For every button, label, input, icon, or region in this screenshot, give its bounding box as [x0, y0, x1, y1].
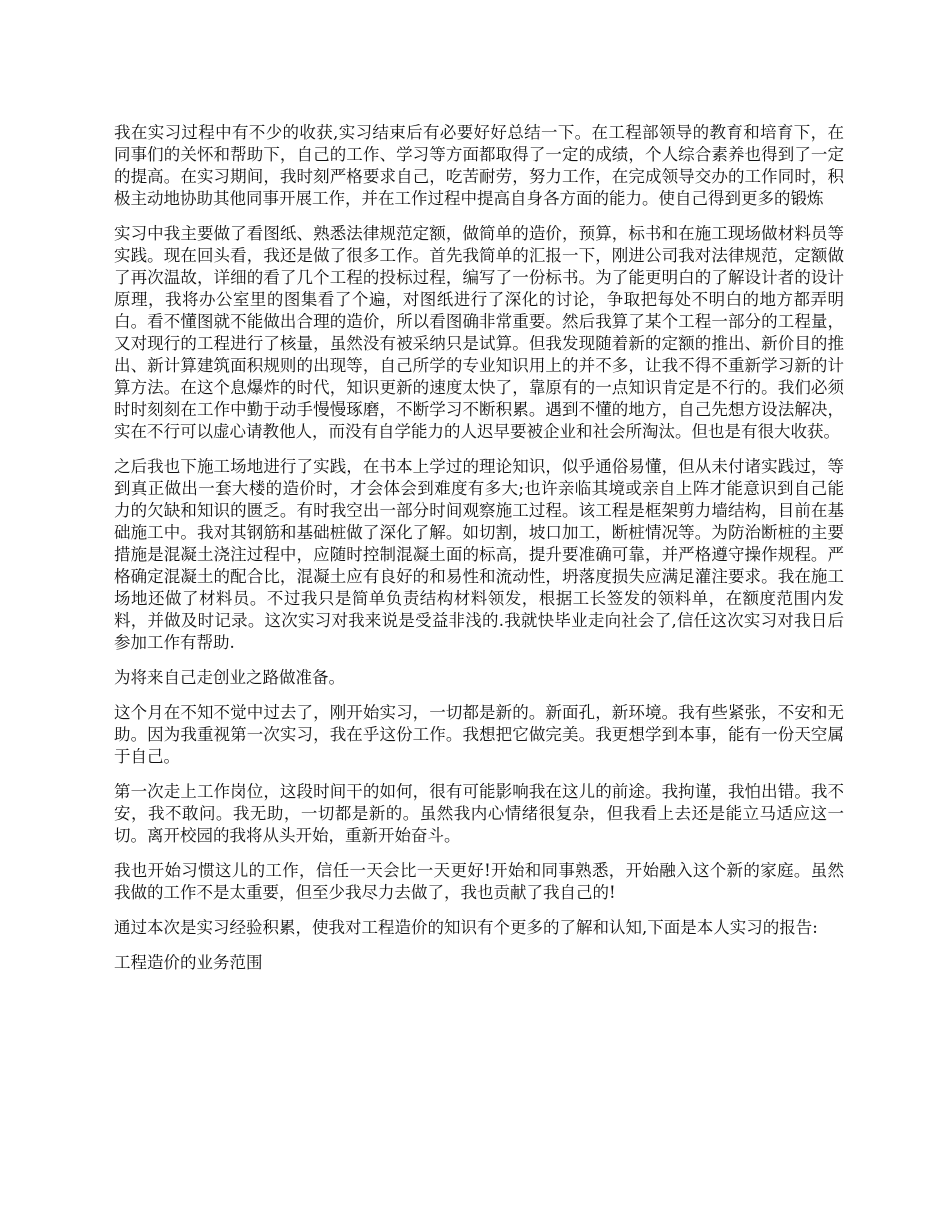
paragraph-2: 实习中我主要做了看图纸、熟悉法律规范定额，做简单的造价，预算，标书和在施工现场做材料员等实践。现在回头看，我还是做了很多工作。首先我简单的汇报一下，刚进公司我对法律规范，定额做了再次温故，详细的看了几个工程的投标过程，编写了一份标书。为了能更明白的了解设计者的设计原理，我将办公室里的图集看了个遍，对图纸进行了深化的讨论，争取把每处不明白的地方都弄明白。看不懂图就不能做出合理的造价，所以看图确非常重要。然后我算了某个工程一部分的工程量，又对现行的工程进行了核量，虽然没有被采纳只是试算。但我发现随着新的定额的推出、新价目的推出、新计算建筑面积规则的出现等，自己所学的专业知识用上的并不多，让我不得不重新学习新的计算方法。在这个息爆炸的时代，知识更新的速度太快了，靠原有的一点知识肯定是不行的。我们必须时时刻刻在工作中勤于动手慢慢琢磨，不断学习不断积累。遇到不懂的地方，自己先想方设法解决，实在不行可以虚心请教他人，而没有自学能力的人迟早要被企业和社会所淘汰。但也是有很大收获。: [114, 224, 844, 441]
document-body: [114, 122, 844, 987]
paragraph-5: 这个月在不知不觉中过去了，刚开始实习，一切都是新的。新面孔，新环境。我有些紧张，不安和无助。因为我重视第一次实习，我在乎这份工作。我想把它做完美。我更想学到本事，能有一份天空属于自己。: [114, 703, 844, 766]
paragraph-9: 工程造价的业务范围: [114, 953, 263, 972]
paragraph-6: 第一次走上工作岗位，这段时间干的如何，很有可能影响我在这儿的前途。我拘谨，我怕出错。我不安，我不敢问。我无助，一切都是新的。虽然我内心情绪很复杂，但我看上去还是能立马适应这一切。离开校园的我将从头开始，重新开始奋斗。: [114, 782, 844, 845]
paragraph-8: 通过本次是实习经验积累，使我对工程造价的知识有个更多的了解和认知,下面是本人实习的报告:: [114, 918, 818, 937]
paragraph-7: 我也开始习惯这儿的工作，信任一天会比一天更好!开始和同事熟悉，开始融入这个新的家庭。虽然我做的工作不是太重要，但至少我尽力去做了，我也贡献了我自己的!: [114, 861, 844, 902]
paragraph-3: 之后我也下施工场地进行了实践，在书本上学过的理论知识，似乎通俗易懂，但从未付诸实践过，等到真正做出一套大楼的造价时，才会体会到难度有多大;也许亲临其境或亲自上阵才能意识到自己能力的欠缺和知识的匮乏。有时我空出一部分时间观察施工过程。该工程是框架剪力墙结构，目前在基础施工中。我对其钢筋和基础桩做了深化了解。如切割，坡口加工，断桩情况等。为防治断桩的主要措施是混凝土浇注过程中，应随时控制混凝土面的标高，提升要准确可靠，并严格遵守操作规程。严格确定混凝土的配合比，混凝土应有良好的和易性和流动性，坍落度损失应满足灌注要求。我在施工场地还做了材料员。不过我只是简单负责结构材料领发，根据工长签发的领料单，在额度范围内发料，并做及时记录。这次实习对我来说是受益非浅的.我就快毕业走向社会了,信任这次实习对我日后参加工作有帮助.: [114, 457, 844, 652]
paragraph-4: 为将来自己走创业之路做准备。: [114, 668, 345, 687]
paragraph-1: 我在实习过程中有不少的收获,实习结束后有必要好好总结一下。在工程部领导的教育和培育下，在同事们的关怀和帮助下，自己的工作、学习等方面都取得了一定的成绩，个人综合素养也得到了一定的提高。在实习期间，我时刻严格要求自己，吃苦耐劳，努力工作，在完成领导交办的工作同时，积极主动地协助其他同事开展工作，并在工作过程中提高自身各方面的能力。使自己得到更多的锻炼: [114, 123, 844, 208]
